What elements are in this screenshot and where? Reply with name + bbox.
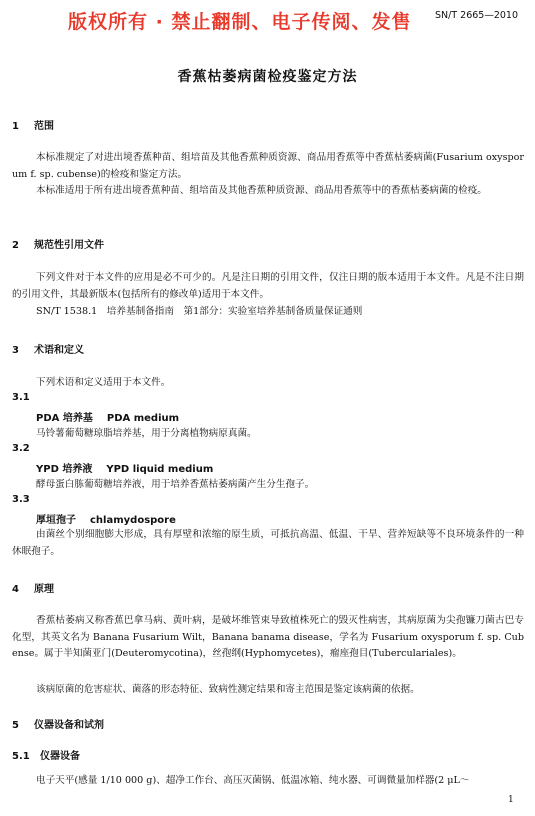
term-3-3-number: 3.3 — [12, 494, 30, 505]
section-4-paragraph-2: 该病原菌的危害症状、菌落的形态特征、致病性测定结果和寄主范围是鉴定该病菌的依据。 — [36, 684, 420, 695]
section-2-paragraph-1: 下列文件对于本文件的应用是必不可少的。凡是注日期的引用文件，仅注日期的版本适用于本文件。凡是不注日期的引用文件，其最新版本(包括所有的修改单)适用于本文件。 — [12, 272, 524, 300]
section-number: 5 — [12, 720, 19, 731]
section-number: 3 — [12, 345, 19, 356]
copyright-watermark: 版权所有 · 禁止翻制、电子传阅、发售 — [68, 11, 412, 33]
section-title: 规范性引用文件 — [34, 240, 104, 251]
section-title: 原理 — [34, 584, 54, 595]
term-3-1-number: 3.1 — [12, 392, 30, 403]
term-3-2-number: 3.2 — [12, 443, 30, 454]
term-en: chlamydospore — [90, 515, 176, 526]
section-number: 2 — [12, 240, 19, 251]
section-5-1-paragraph: 电子天平(感量 1/10 000 g)、超净工作台、高压灭菌锅、低温冰箱、纯水器、可调微量加样器(2 μL～ — [36, 775, 470, 786]
page-number: 1 — [508, 795, 514, 805]
section-5-heading — [12, 716, 104, 731]
section-4-heading — [12, 580, 54, 595]
section-1-heading — [12, 117, 54, 132]
section-number: 1 — [12, 121, 19, 132]
section-2-heading — [12, 236, 104, 251]
section-title: 范围 — [34, 121, 54, 132]
term-en: PDA medium — [106, 413, 180, 424]
section-3-heading — [12, 341, 84, 356]
section-title: 术语和定义 — [34, 345, 84, 356]
section-4-paragraph-1: 香蕉枯萎病又称香蕉巴拿马病、黄叶病，是破坏维管束导致植株死亡的毁灭性病害，其病原菌为尖孢镰刀菌古巴专化型，其英文名为 Banana Fusarium Wilt，Banana banama disease，学名为 Fusarium oxysporum f. sp. Cubense。属于半知菌亚门(Deuteromycotina)，丝孢纲(Hyphomycetes)，瘤座孢目(Tuberculariales)。 — [12, 615, 524, 659]
term-zh: YPD 培养液 — [36, 464, 93, 475]
normative-reference: SN/T 1538.1 培养基制备指南 第1部分：实验室培养基制备质量保证通则 — [36, 306, 363, 317]
section-number: 5.1 — [12, 751, 30, 762]
section-3-intro: 下列术语和定义适用于本文件。 — [36, 377, 171, 388]
term-3-2-title — [36, 460, 213, 475]
term-3-3-title — [36, 511, 176, 526]
standard-number: SN/T 2665—2010 — [435, 10, 519, 21]
term-3-3-definition: 由菌丝个别细胞膨大形成，具有厚壁和浓缩的原生质，可抵抗高温、低温、干旱、营养短缺等不良环境条件的一种休眠孢子。 — [12, 529, 524, 557]
term-3-1-title — [36, 409, 179, 424]
section-5-1-heading — [12, 747, 80, 762]
section-1-paragraph-1: 本标准规定了对进出境香蕉种苗、组培苗及其他香蕉种质资源、商品用香蕉等中香蕉枯萎病菌(Fusarium oxysporum f. sp. cubense)的检疫和鉴定方法。 — [12, 152, 524, 180]
term-3-1-definition: 马铃薯葡萄糖琼脂培养基，用于分离植物病原真菌。 — [36, 428, 257, 439]
section-title: 仪器设备 — [40, 751, 80, 762]
document-title: 香蕉枯萎病菌检疫鉴定方法 — [177, 69, 358, 85]
term-en: YPD liquid medium — [106, 464, 214, 475]
term-zh: 厚垣孢子 — [36, 515, 76, 526]
term-3-2-definition: 酵母蛋白胨葡萄糖培养液，用于培养香蕉枯萎病菌产生分生孢子。 — [36, 479, 315, 490]
term-zh: PDA 培养基 — [36, 413, 93, 424]
section-title: 仪器设备和试剂 — [34, 720, 104, 731]
section-number: 4 — [12, 584, 19, 595]
section-1-paragraph-2: 本标准适用于所有进出境香蕉种苗、组培苗及其他香蕉种质资源、商品用香蕉等中的香蕉枯萎病菌的检疫。 — [36, 185, 487, 196]
